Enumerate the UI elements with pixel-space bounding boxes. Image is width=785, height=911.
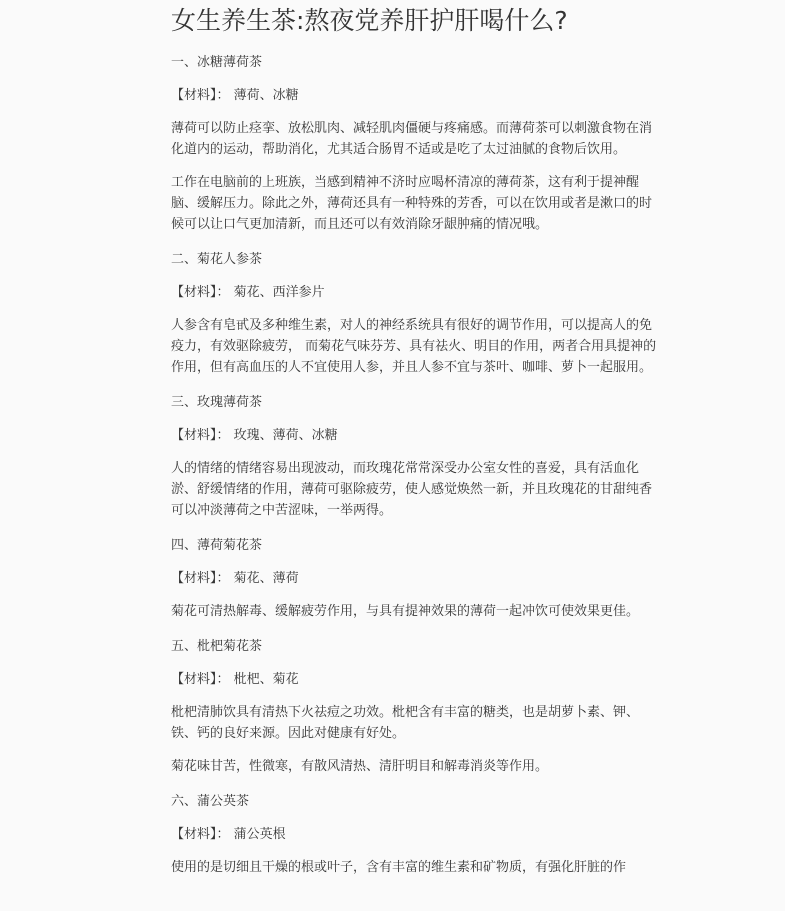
material-line: 【材料】： 枇杷、菊花 xyxy=(171,672,299,687)
body-paragraph: 人参含有皂甙及多种维生素，对人的神经系统具有很好的调节作用，可以提高人的免疫力，有效驱除疲劳， 而菊花气味芬芳、具有祛火、明目的作用，两者合用具提神的作用，但有高血压的人不宜使用人参，并且人参不宜与茶叶、咖啡、萝卜一起服用。 xyxy=(171,318,657,375)
section-heading: 一、冰糖薄荷茶 xyxy=(171,55,263,70)
body-paragraph: 人的情绪的情绪容易出现波动，而玫瑰花常常深受办公室女性的喜爱，具有活血化淤、舒缓情绪的作用，薄荷可驱除疲劳，使人感觉焕然一新，并且玫瑰花的甘甜纯香可以冲淡薄荷之中苦涩味，一举两得。 xyxy=(171,461,653,518)
material-line: 【材料】： 菊花、西洋参片 xyxy=(171,285,325,300)
body-paragraph: 菊花味甘苦，性微寒，有散风清热、清肝明目和解毒消炎等作用。 xyxy=(171,759,549,774)
article xyxy=(171,0,663,878)
page-title: 女生养生茶:熬夜党养肝护肝喝什么? xyxy=(171,6,568,35)
section-heading: 二、菊花人参茶 xyxy=(171,252,263,267)
material-line: 【材料】： 蒲公英根 xyxy=(171,827,286,842)
body-paragraph: 使用的是切细且干燥的根或叶子，含有丰富的维生素和矿物质，有强化肝脏的作 xyxy=(171,860,627,875)
material-line: 【材料】： 薄荷、冰糖 xyxy=(171,88,299,103)
material-line: 【材料】： 玫瑰、薄荷、冰糖 xyxy=(171,428,338,443)
material-line: 【材料】： 菊花、薄荷 xyxy=(171,571,299,586)
body-paragraph: 枇杷清肺饮具有清热下火祛痘之功效。枇杷含有丰富的糖类，也是胡萝卜素、钾、铁、钙的良好来源。因此对健康有好处。 xyxy=(171,705,640,741)
section-heading: 五、枇杷菊花茶 xyxy=(171,639,263,654)
body-paragraph: 工作在电脑前的上班族，当感到精神不济时应喝杯清凉的薄荷茶，这有利于提神醒脑、缓解压力。除此之外，薄荷还具有一种特殊的芳香，可以在饮用或者是漱口的时候可以让口气更加清新，而且还可以有效消除牙龈肿痛的情况哦。 xyxy=(171,175,653,232)
section-heading: 六、蒲公英茶 xyxy=(171,794,250,809)
body-paragraph: 薄荷可以防止痉挛、放松肌肉、减轻肌肉僵硬与疼痛感。而薄荷茶可以刺激食物在消化道内的运动，帮助消化，尤其适合肠胃不适或是吃了太过油腻的食物后饮用。 xyxy=(171,121,653,157)
section-heading: 三、玫瑰薄荷茶 xyxy=(171,395,263,410)
section-heading: 四、薄荷菊花茶 xyxy=(171,538,263,553)
body-paragraph: 菊花可清热解毒、缓解疲劳作用，与具有提神效果的薄荷一起冲饮可使效果更佳。 xyxy=(171,604,640,619)
